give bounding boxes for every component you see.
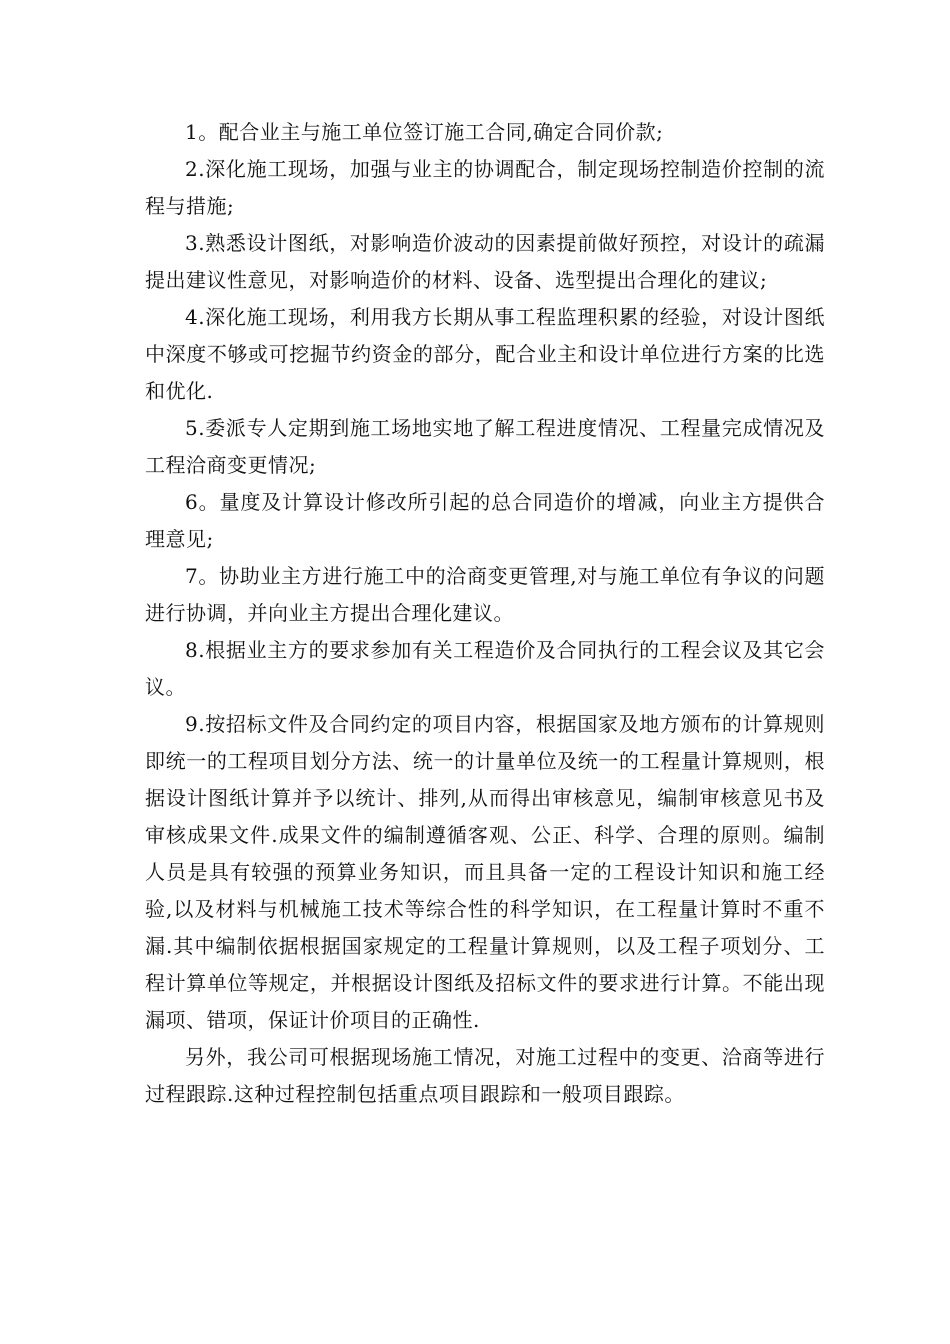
paragraph-2: 2.深化施工现场，加强与业主的协调配合，制定现场控制造价控制的流程与措施; bbox=[145, 157, 825, 218]
paragraph-5: 5.委派专人定期到施工场地实地了解工程进度情况、工程量完成情况及工程洽商变更情况; bbox=[145, 416, 825, 477]
paragraph-1: 1。配合业主与施工单位签订施工合同,确定合同价款; bbox=[185, 120, 664, 144]
paragraph-7: 7。协助业主方进行施工中的洽商变更管理,对与施工单位有争议的问题进行协调，并向业主方提出合理化建议。 bbox=[145, 564, 825, 625]
paragraph-3: 3.熟悉设计图纸，对影响造价波动的因素提前做好预控，对设计的疏漏提出建议性意见，对影响造价的材料、设备、选型提出合理化的建议; bbox=[145, 231, 825, 292]
paragraph-4: 4.深化施工现场，利用我方长期从事工程监理积累的经验，对设计图纸中深度不够或可挖掘节约资金的部分，配合业主和设计单位进行方案的比选和优化. bbox=[145, 305, 825, 403]
document-body bbox=[145, 114, 825, 1113]
paragraph-9: 9.按招标文件及合同约定的项目内容，根据国家及地方颁布的计算规则即统一的工程项目划分方法、统一的计量单位及统一的工程量计算规则，根据设计图纸计算并予以统计、排列,从而得出审核意见，编制审核意见书及审核成果文件.成果文件的编制遵循客观、公正、科学、合理的原则。编制人员是具有较强的预算业务知识，而且具备一定的工程设计知识和施工经验,以及材料与机械施工技术等综合性的科学知识，在工程量计算时不重不漏.其中编制依据根据国家规定的工程量计算规则，以及工程子项划分、工程计算单位等规定，并根据设计图纸及招标文件的要求进行计算。不能出现漏项、错项，保证计价项目的正确性. bbox=[145, 712, 825, 1032]
paragraph-8: 8.根据业主方的要求参加有关工程造价及合同执行的工程会议及其它会议。 bbox=[145, 638, 825, 699]
paragraph-6: 6。量度及计算设计修改所引起的总合同造价的增减，向业主方提供合理意见; bbox=[145, 490, 825, 551]
paragraph-10: 另外，我公司可根据现场施工情况，对施工过程中的变更、洽商等进行过程跟踪.这种过程控制包括重点项目跟踪和一般项目跟踪。 bbox=[145, 1045, 825, 1106]
